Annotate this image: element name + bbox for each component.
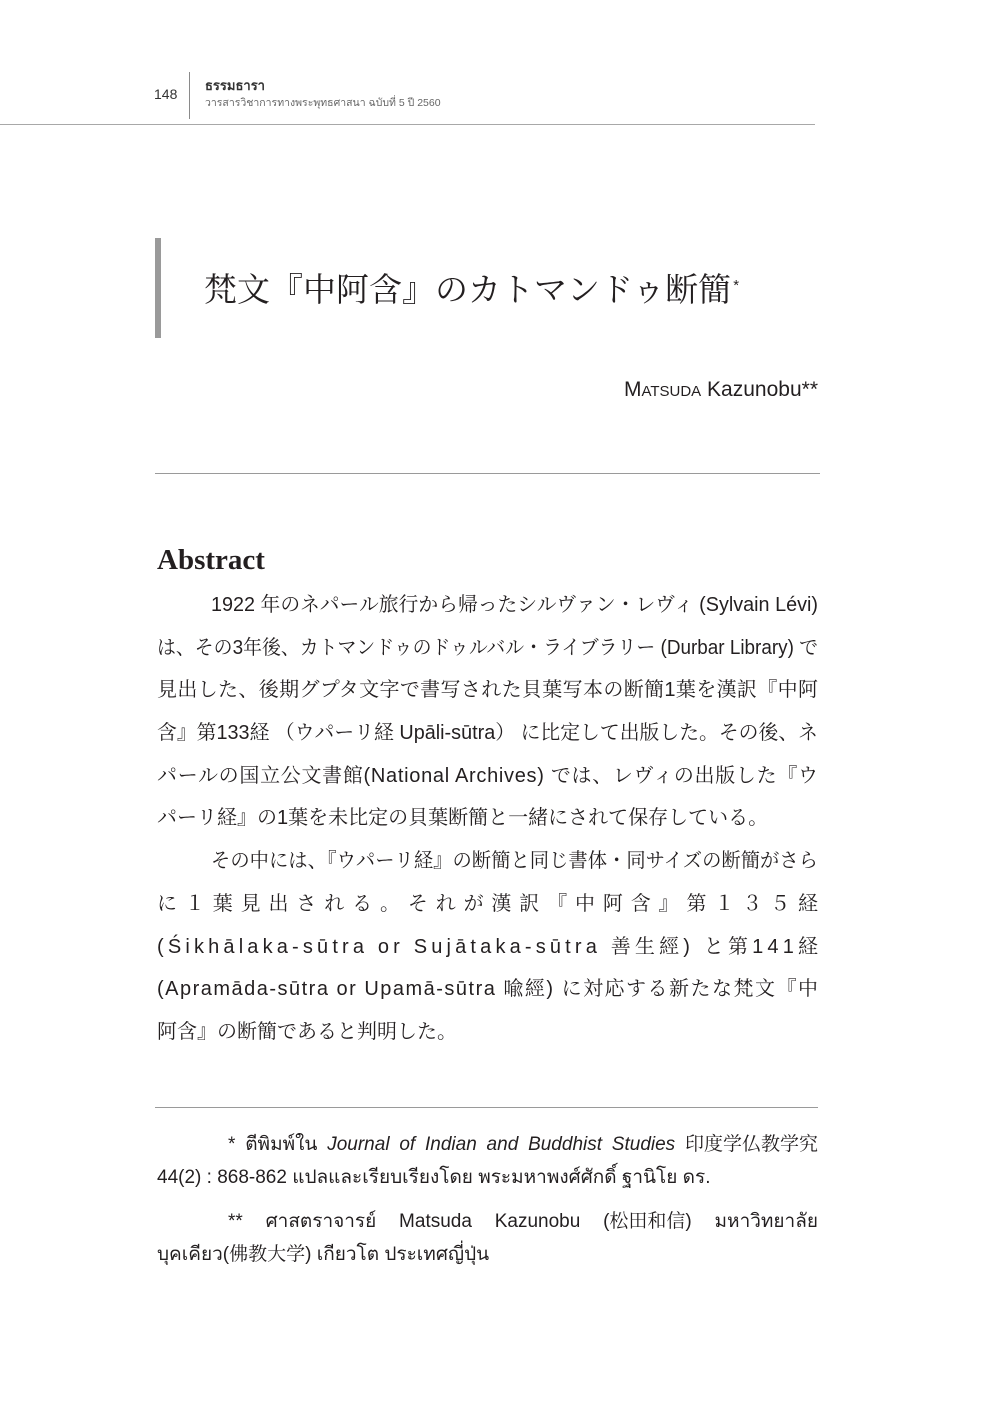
journal-subtitle: วารสารวิชาการทางพระพุทธศาสนา ฉบับที่ 5 ปี 2560	[205, 97, 441, 109]
title-footnote-mark: *	[733, 277, 740, 294]
header-vertical-divider	[189, 72, 190, 119]
abstract-line-text: に１葉見出される。それが漢訳『中阿含』第１３５経	[157, 892, 826, 915]
abstract-line	[157, 627, 818, 670]
abstract-line	[157, 584, 818, 627]
abstract-line-text: 阿含』の断簡であると判明した。	[157, 1020, 457, 1043]
abstract-line-text: (Apramāda-sūtra or Upamā-sūtra 喩經) に対応する新たな梵文『中	[157, 978, 820, 1001]
footnote-2-line-1	[157, 1205, 818, 1238]
header-horizontal-rule	[0, 124, 815, 125]
journal-title: ธรรมธารา	[205, 78, 265, 93]
abstract-line	[157, 926, 823, 969]
abstract-line	[157, 712, 818, 755]
abstract-line-text: パールの国立公文書館(National Archives) では、レヴィの出版した『ウ	[157, 764, 819, 787]
footnote-2-text	[228, 1205, 818, 1238]
footnote-1-line-2	[157, 1161, 818, 1194]
footnote-divider	[155, 1107, 818, 1108]
footnote-1-continuation: 44(2) : 868-862 แปลและเรียบเรียงโดย พระมหาพงศ์ศักดิ์ ฐานิโย ดร.	[157, 1167, 711, 1188]
title-accent-bar	[155, 238, 161, 338]
footnote-1-journal-jp: 印度学仏教学究	[685, 1134, 819, 1155]
footnotes	[157, 1128, 818, 1271]
abstract-line	[157, 883, 826, 926]
abstract-line	[157, 669, 818, 712]
page-number: 148	[154, 86, 178, 102]
footnote-1-lead: ตีพิมพ์ใน	[245, 1134, 318, 1155]
article-title-text: 梵文『中阿含』のカトマンドゥ断簡	[204, 271, 732, 308]
abstract-line-text: 見出した、後期グプタ文字で書写された貝葉写本の断簡1葉を漢訳『中阿	[157, 679, 819, 702]
author-name	[624, 377, 818, 403]
abstract-line	[157, 755, 818, 798]
abstract-line-text: (Śikhālaka-sūtra or Sujātaka-sūtra 善生經) と第141経	[157, 935, 823, 958]
abstract-line-text: 含』第133経 （ウパーリ経 Upāli-sūtra） に比定して出版した。その後、ネ	[157, 722, 818, 745]
footnote-1-text	[228, 1128, 818, 1161]
abstract-line-text: 1922 年のネパール旅行から帰ったシルヴァン・レヴィ (Sylvain Lévi)	[211, 594, 818, 616]
abstract-paragraph-1	[157, 584, 818, 840]
footnote-1-journal: Journal of Indian and Buddhist Studies	[327, 1134, 676, 1155]
abstract-line-text: その中には、『ウパーリ経』の断簡と同じ書体・同サイズの断簡がさら	[211, 850, 818, 873]
footnote-1-line-1	[157, 1128, 818, 1161]
abstract-line	[157, 797, 818, 840]
abstract-paragraph-2	[157, 840, 826, 1053]
footnote-2	[157, 1205, 818, 1271]
abstract-heading: Abstract	[157, 544, 265, 576]
section-divider-top	[155, 473, 820, 474]
footnote-2-first-line: ศาสตราจารย์ Matsuda Kazunobu (松田和信) มหาวิทยาลัย	[265, 1211, 819, 1232]
article-title	[204, 268, 739, 312]
abstract-body	[157, 584, 826, 1054]
footnote-2-mark: **	[228, 1211, 243, 1232]
author-footnote-mark: **	[801, 378, 818, 401]
abstract-line-text: は、その3年後、カトマンドゥのドゥルバル・ライブラリー (Durbar Library) で	[157, 636, 818, 659]
footnote-2-continuation: บุคเคียว(佛教大学) เกียวโต ประเทศญี่ปุ่น	[157, 1244, 490, 1265]
author-family-name: Matsuda	[623, 378, 702, 401]
abstract-line-text: パーリ経』の1葉を未比定の貝葉断簡と一緒にされて保存している。	[157, 807, 769, 830]
footnote-1	[157, 1128, 818, 1194]
footnote-2-line-2	[157, 1238, 818, 1271]
footnote-1-mark: *	[228, 1134, 236, 1155]
author-given-name: Kazunobu	[707, 378, 802, 401]
abstract-line	[157, 1011, 818, 1054]
abstract-line	[157, 840, 818, 883]
abstract-line	[157, 968, 818, 1011]
